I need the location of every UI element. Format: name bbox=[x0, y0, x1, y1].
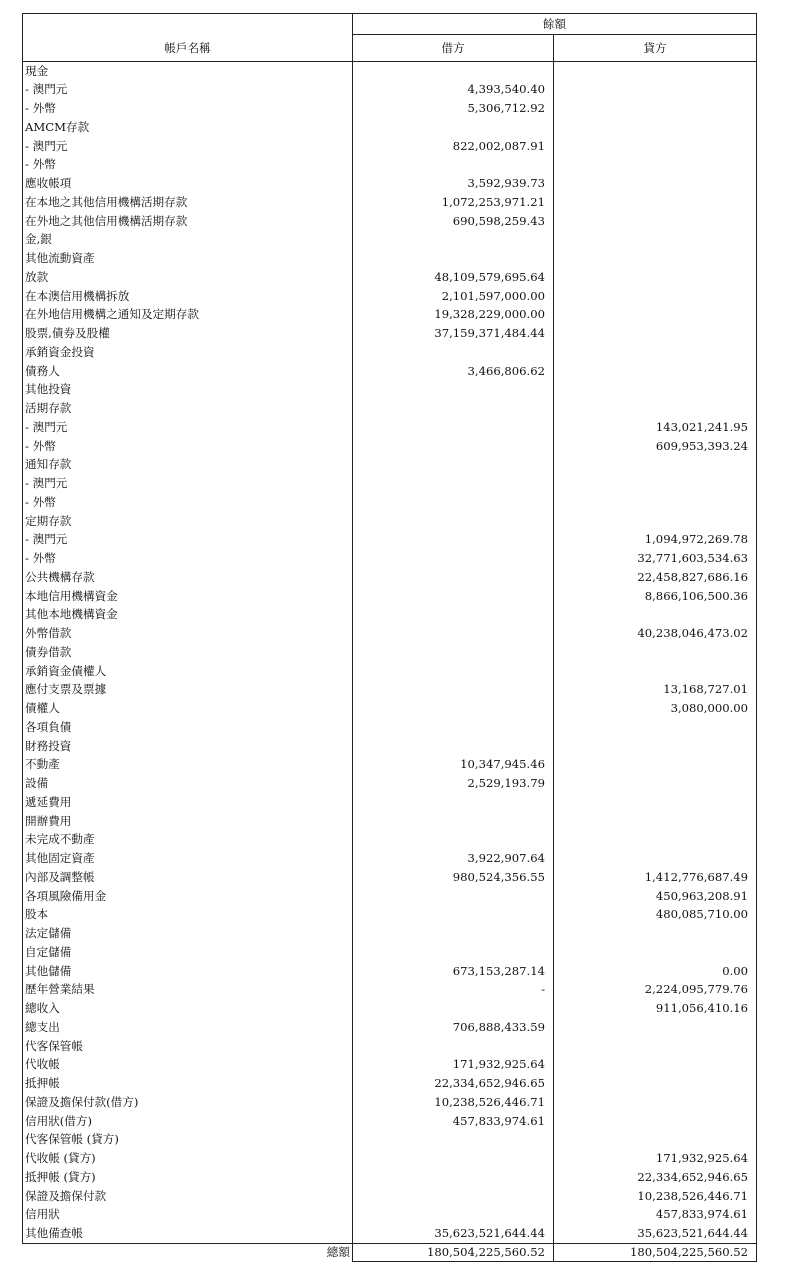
table-row bbox=[23, 1168, 757, 1187]
account-name-cell: 通知存款 bbox=[23, 455, 353, 474]
total-label: 總額 bbox=[23, 1243, 353, 1261]
account-name-cell: 各項負債 bbox=[23, 718, 353, 737]
account-name-cell: 信用狀 bbox=[23, 1205, 353, 1224]
debit-cell bbox=[353, 1149, 554, 1168]
debit-cell: 706,888,433.59 bbox=[353, 1018, 554, 1037]
total-credit: 180,504,225,560.52 bbox=[554, 1243, 757, 1261]
account-name-cell: 在本澳信用機構拆放 bbox=[23, 287, 353, 306]
credit-cell: 13,168,727.01 bbox=[554, 680, 757, 699]
credit-cell: 10,238,526,446.71 bbox=[554, 1187, 757, 1206]
trial-balance-table bbox=[22, 13, 757, 1262]
credit-cell bbox=[554, 943, 757, 962]
debit-cell bbox=[353, 493, 554, 512]
debit-header: 借方 bbox=[353, 35, 554, 62]
debit-cell bbox=[353, 718, 554, 737]
table-row bbox=[23, 718, 757, 737]
table-row bbox=[23, 530, 757, 549]
debit-cell bbox=[353, 230, 554, 249]
table-row bbox=[23, 1187, 757, 1206]
account-name-cell: 抵押帳 bbox=[23, 1074, 353, 1093]
credit-cell: 3,080,000.00 bbox=[554, 699, 757, 718]
credit-cell bbox=[554, 1018, 757, 1037]
account-name-cell: 股本 bbox=[23, 905, 353, 924]
credit-cell bbox=[554, 1037, 757, 1056]
debit-cell: 980,524,356.55 bbox=[353, 868, 554, 887]
debit-cell: 690,598,259.43 bbox=[353, 212, 554, 231]
credit-cell bbox=[554, 474, 757, 493]
account-name-cell: 外幣借款 bbox=[23, 624, 353, 643]
credit-cell: 911,056,410.16 bbox=[554, 999, 757, 1018]
debit-cell bbox=[353, 61, 554, 80]
table-row bbox=[23, 793, 757, 812]
table-row bbox=[23, 812, 757, 831]
credit-cell bbox=[554, 737, 757, 756]
account-name-cell: 其他備查帳 bbox=[23, 1224, 353, 1243]
debit-cell bbox=[353, 699, 554, 718]
account-name-cell: 自定儲備 bbox=[23, 943, 353, 962]
account-name-cell: 股票,債券及股權 bbox=[23, 324, 353, 343]
trial-balance-sheet bbox=[22, 13, 756, 1262]
table-row bbox=[23, 774, 757, 793]
table-row bbox=[23, 849, 757, 868]
account-name-cell: 在本地之其他信用機構活期存款 bbox=[23, 193, 353, 212]
debit-cell: 10,347,945.46 bbox=[353, 755, 554, 774]
table-row bbox=[23, 549, 757, 568]
table-row bbox=[23, 324, 757, 343]
account-name-cell: 金,銀 bbox=[23, 230, 353, 249]
debit-cell: 2,101,597,000.00 bbox=[353, 287, 554, 306]
table-row bbox=[23, 905, 757, 924]
account-name-cell: 代客保管帳 bbox=[23, 1037, 353, 1056]
table-row bbox=[23, 699, 757, 718]
account-name-cell: 開辦費用 bbox=[23, 812, 353, 831]
table-row bbox=[23, 1055, 757, 1074]
account-name-cell: 其他本地機構資金 bbox=[23, 605, 353, 624]
debit-cell: 171,932,925.64 bbox=[353, 1055, 554, 1074]
debit-cell bbox=[353, 643, 554, 662]
table-row bbox=[23, 512, 757, 531]
credit-cell bbox=[554, 924, 757, 943]
debit-cell: 673,153,287.14 bbox=[353, 962, 554, 981]
credit-cell bbox=[554, 99, 757, 118]
debit-cell bbox=[353, 1168, 554, 1187]
table-row bbox=[23, 1205, 757, 1224]
account-name-cell: 代客保管帳 (貸方) bbox=[23, 1130, 353, 1149]
account-name-cell: - 澳門元 bbox=[23, 530, 353, 549]
credit-cell: 35,623,521,644.44 bbox=[554, 1224, 757, 1243]
account-name-cell: - 外幣 bbox=[23, 493, 353, 512]
account-name-cell: 不動產 bbox=[23, 755, 353, 774]
table-row bbox=[23, 1130, 757, 1149]
table-row bbox=[23, 924, 757, 943]
credit-cell bbox=[554, 493, 757, 512]
table-row bbox=[23, 399, 757, 418]
credit-cell bbox=[554, 718, 757, 737]
debit-cell bbox=[353, 512, 554, 531]
account-name-cell: 活期存款 bbox=[23, 399, 353, 418]
credit-cell bbox=[554, 605, 757, 624]
credit-cell bbox=[554, 343, 757, 362]
credit-cell bbox=[554, 812, 757, 831]
table-row bbox=[23, 380, 757, 399]
debit-cell bbox=[353, 999, 554, 1018]
account-name-cell: - 外幣 bbox=[23, 549, 353, 568]
debit-cell bbox=[353, 380, 554, 399]
credit-cell: 22,334,652,946.65 bbox=[554, 1168, 757, 1187]
table-footer bbox=[23, 1243, 757, 1261]
account-name-cell: 抵押帳 (貸方) bbox=[23, 1168, 353, 1187]
table-row bbox=[23, 230, 757, 249]
table-row bbox=[23, 1018, 757, 1037]
debit-cell bbox=[353, 399, 554, 418]
credit-cell bbox=[554, 212, 757, 231]
credit-cell bbox=[554, 249, 757, 268]
account-name-cell: 本地信用機構資金 bbox=[23, 587, 353, 606]
credit-cell bbox=[554, 193, 757, 212]
total-row bbox=[23, 1243, 757, 1261]
credit-cell bbox=[554, 1093, 757, 1112]
credit-cell bbox=[554, 230, 757, 249]
credit-cell bbox=[554, 455, 757, 474]
credit-cell bbox=[554, 849, 757, 868]
table-row bbox=[23, 437, 757, 456]
credit-cell bbox=[554, 137, 757, 156]
debit-cell: 2,529,193.79 bbox=[353, 774, 554, 793]
debit-cell: 37,159,371,484.44 bbox=[353, 324, 554, 343]
debit-cell: 19,328,229,000.00 bbox=[353, 305, 554, 324]
credit-cell bbox=[554, 1130, 757, 1149]
debit-cell bbox=[353, 118, 554, 137]
debit-cell: 822,002,087.91 bbox=[353, 137, 554, 156]
account-name-cell: 承銷資金投資 bbox=[23, 343, 353, 362]
credit-cell bbox=[554, 80, 757, 99]
account-name-cell: - 外幣 bbox=[23, 437, 353, 456]
account-name-cell: 在外地之其他信用機構活期存款 bbox=[23, 212, 353, 231]
credit-cell: 171,932,925.64 bbox=[554, 1149, 757, 1168]
credit-cell bbox=[554, 774, 757, 793]
debit-cell: 457,833,974.61 bbox=[353, 1112, 554, 1131]
header-blank-cell bbox=[23, 14, 353, 35]
account-name-cell: 內部及調整帳 bbox=[23, 868, 353, 887]
credit-cell bbox=[554, 643, 757, 662]
table-row bbox=[23, 174, 757, 193]
credit-cell bbox=[554, 1055, 757, 1074]
account-name-cell: 應付支票及票據 bbox=[23, 680, 353, 699]
debit-cell bbox=[353, 568, 554, 587]
account-name-cell: 現金 bbox=[23, 61, 353, 80]
account-name-cell: 債務人 bbox=[23, 362, 353, 381]
debit-cell: 48,109,579,695.64 bbox=[353, 268, 554, 287]
debit-cell bbox=[353, 1205, 554, 1224]
debit-cell bbox=[353, 905, 554, 924]
table-row bbox=[23, 61, 757, 80]
balance-header: 餘額 bbox=[353, 14, 757, 35]
table-row bbox=[23, 1224, 757, 1243]
account-name-cell: 在外地信用機構之通知及定期存款 bbox=[23, 305, 353, 324]
credit-cell: 480,085,710.00 bbox=[554, 905, 757, 924]
credit-cell: 450,963,208.91 bbox=[554, 887, 757, 906]
credit-cell: 2,224,095,779.76 bbox=[554, 980, 757, 999]
table-row bbox=[23, 662, 757, 681]
account-name-cell: 代收帳 (貸方) bbox=[23, 1149, 353, 1168]
debit-cell bbox=[353, 343, 554, 362]
account-name-cell: 定期存款 bbox=[23, 512, 353, 531]
debit-cell bbox=[353, 605, 554, 624]
table-row bbox=[23, 943, 757, 962]
debit-cell bbox=[353, 1130, 554, 1149]
table-row bbox=[23, 1093, 757, 1112]
credit-cell: 0.00 bbox=[554, 962, 757, 981]
credit-cell bbox=[554, 287, 757, 306]
table-row bbox=[23, 268, 757, 287]
debit-cell: 35,623,521,644.44 bbox=[353, 1224, 554, 1243]
table-row bbox=[23, 737, 757, 756]
account-name-cell: 承銷資金債權人 bbox=[23, 662, 353, 681]
debit-cell: 1,072,253,971.21 bbox=[353, 193, 554, 212]
debit-cell: 3,466,806.62 bbox=[353, 362, 554, 381]
credit-cell bbox=[554, 155, 757, 174]
credit-cell: 609,953,393.24 bbox=[554, 437, 757, 456]
table-row bbox=[23, 868, 757, 887]
debit-cell bbox=[353, 793, 554, 812]
credit-cell: 457,833,974.61 bbox=[554, 1205, 757, 1224]
account-name-cell: 總收入 bbox=[23, 999, 353, 1018]
credit-cell bbox=[554, 324, 757, 343]
total-debit: 180,504,225,560.52 bbox=[353, 1243, 554, 1261]
debit-cell bbox=[353, 680, 554, 699]
debit-cell bbox=[353, 455, 554, 474]
account-name-cell: 應收帳項 bbox=[23, 174, 353, 193]
debit-cell: 5,306,712.92 bbox=[353, 99, 554, 118]
account-name-cell: 放款 bbox=[23, 268, 353, 287]
account-name-cell: 財務投資 bbox=[23, 737, 353, 756]
debit-cell bbox=[353, 1037, 554, 1056]
debit-cell bbox=[353, 437, 554, 456]
table-row bbox=[23, 493, 757, 512]
debit-cell bbox=[353, 418, 554, 437]
account-name-cell: 設備 bbox=[23, 774, 353, 793]
account-name-cell: 其他流動資產 bbox=[23, 249, 353, 268]
credit-cell bbox=[554, 793, 757, 812]
debit-cell bbox=[353, 624, 554, 643]
credit-cell: 32,771,603,534.63 bbox=[554, 549, 757, 568]
credit-cell bbox=[554, 662, 757, 681]
table-row bbox=[23, 212, 757, 231]
account-name-cell: - 澳門元 bbox=[23, 418, 353, 437]
debit-cell bbox=[353, 737, 554, 756]
debit-cell bbox=[353, 1187, 554, 1206]
table-row bbox=[23, 1074, 757, 1093]
credit-header: 貸方 bbox=[554, 35, 757, 62]
credit-cell bbox=[554, 118, 757, 137]
debit-cell bbox=[353, 924, 554, 943]
table-row bbox=[23, 305, 757, 324]
credit-cell bbox=[554, 755, 757, 774]
credit-cell bbox=[554, 830, 757, 849]
account-name-cell: 其他儲備 bbox=[23, 962, 353, 981]
debit-cell bbox=[353, 474, 554, 493]
table-row bbox=[23, 1037, 757, 1056]
credit-cell bbox=[554, 399, 757, 418]
account-name-cell: 保證及擔保付款 bbox=[23, 1187, 353, 1206]
debit-cell bbox=[353, 887, 554, 906]
table-row bbox=[23, 474, 757, 493]
debit-cell: 3,922,907.64 bbox=[353, 849, 554, 868]
table-row bbox=[23, 962, 757, 981]
credit-cell: 40,238,046,473.02 bbox=[554, 624, 757, 643]
table-row bbox=[23, 418, 757, 437]
table-row bbox=[23, 755, 757, 774]
credit-cell bbox=[554, 1112, 757, 1131]
table-row bbox=[23, 1149, 757, 1168]
account-name-cell: 遞延費用 bbox=[23, 793, 353, 812]
table-row bbox=[23, 624, 757, 643]
account-name-cell: 代收帳 bbox=[23, 1055, 353, 1074]
credit-cell: 1,412,776,687.49 bbox=[554, 868, 757, 887]
account-name-cell: 各項風險備用金 bbox=[23, 887, 353, 906]
debit-cell: 3,592,939.73 bbox=[353, 174, 554, 193]
table-row bbox=[23, 887, 757, 906]
debit-cell bbox=[353, 249, 554, 268]
account-name-cell: 其他投資 bbox=[23, 380, 353, 399]
table-row bbox=[23, 605, 757, 624]
account-name-cell: 其他固定資產 bbox=[23, 849, 353, 868]
table-row bbox=[23, 118, 757, 137]
credit-cell bbox=[554, 61, 757, 80]
account-name-cell: - 外幣 bbox=[23, 155, 353, 174]
account-name-header: 帳戶名稱 bbox=[23, 35, 353, 62]
table-row bbox=[23, 343, 757, 362]
account-name-cell: 總支出 bbox=[23, 1018, 353, 1037]
table-row bbox=[23, 193, 757, 212]
debit-cell bbox=[353, 830, 554, 849]
credit-cell: 22,458,827,686.16 bbox=[554, 568, 757, 587]
table-row bbox=[23, 999, 757, 1018]
account-name-cell: - 澳門元 bbox=[23, 137, 353, 156]
debit-cell: 10,238,526,446.71 bbox=[353, 1093, 554, 1112]
table-row bbox=[23, 362, 757, 381]
table-row bbox=[23, 80, 757, 99]
table-row bbox=[23, 587, 757, 606]
credit-cell: 8,866,106,500.36 bbox=[554, 587, 757, 606]
debit-cell: 22,334,652,946.65 bbox=[353, 1074, 554, 1093]
credit-cell: 1,094,972,269.78 bbox=[554, 530, 757, 549]
table-row bbox=[23, 287, 757, 306]
credit-cell bbox=[554, 305, 757, 324]
credit-cell bbox=[554, 380, 757, 399]
account-name-cell: 信用狀(借方) bbox=[23, 1112, 353, 1131]
credit-cell bbox=[554, 174, 757, 193]
table-row bbox=[23, 155, 757, 174]
credit-cell bbox=[554, 1074, 757, 1093]
account-name-cell: 未完成不動產 bbox=[23, 830, 353, 849]
debit-cell: 4,393,540.40 bbox=[353, 80, 554, 99]
account-name-cell: 法定儲備 bbox=[23, 924, 353, 943]
debit-cell bbox=[353, 662, 554, 681]
debit-cell bbox=[353, 943, 554, 962]
credit-cell bbox=[554, 512, 757, 531]
table-row bbox=[23, 980, 757, 999]
credit-cell bbox=[554, 362, 757, 381]
debit-cell bbox=[353, 549, 554, 568]
debit-cell bbox=[353, 812, 554, 831]
table-row bbox=[23, 249, 757, 268]
table-header bbox=[23, 14, 757, 62]
account-name-cell: 歷年營業結果 bbox=[23, 980, 353, 999]
table-row bbox=[23, 680, 757, 699]
table-row bbox=[23, 643, 757, 662]
table-row bbox=[23, 830, 757, 849]
table-row bbox=[23, 137, 757, 156]
account-name-cell: - 澳門元 bbox=[23, 80, 353, 99]
account-name-cell: 債權人 bbox=[23, 699, 353, 718]
table-body bbox=[23, 61, 757, 1243]
table-row bbox=[23, 1112, 757, 1131]
debit-cell bbox=[353, 155, 554, 174]
account-name-cell: 保證及擔保付款(借方) bbox=[23, 1093, 353, 1112]
account-name-cell: - 澳門元 bbox=[23, 474, 353, 493]
debit-cell bbox=[353, 530, 554, 549]
table-row bbox=[23, 455, 757, 474]
table-row bbox=[23, 99, 757, 118]
credit-cell bbox=[554, 268, 757, 287]
account-name-cell: 公共機構存款 bbox=[23, 568, 353, 587]
debit-cell bbox=[353, 587, 554, 606]
credit-cell: 143,021,241.95 bbox=[554, 418, 757, 437]
account-name-cell: - 外幣 bbox=[23, 99, 353, 118]
debit-cell: - bbox=[353, 980, 554, 999]
table-row bbox=[23, 568, 757, 587]
account-name-cell: AMCM存款 bbox=[23, 118, 353, 137]
account-name-cell: 債券借款 bbox=[23, 643, 353, 662]
